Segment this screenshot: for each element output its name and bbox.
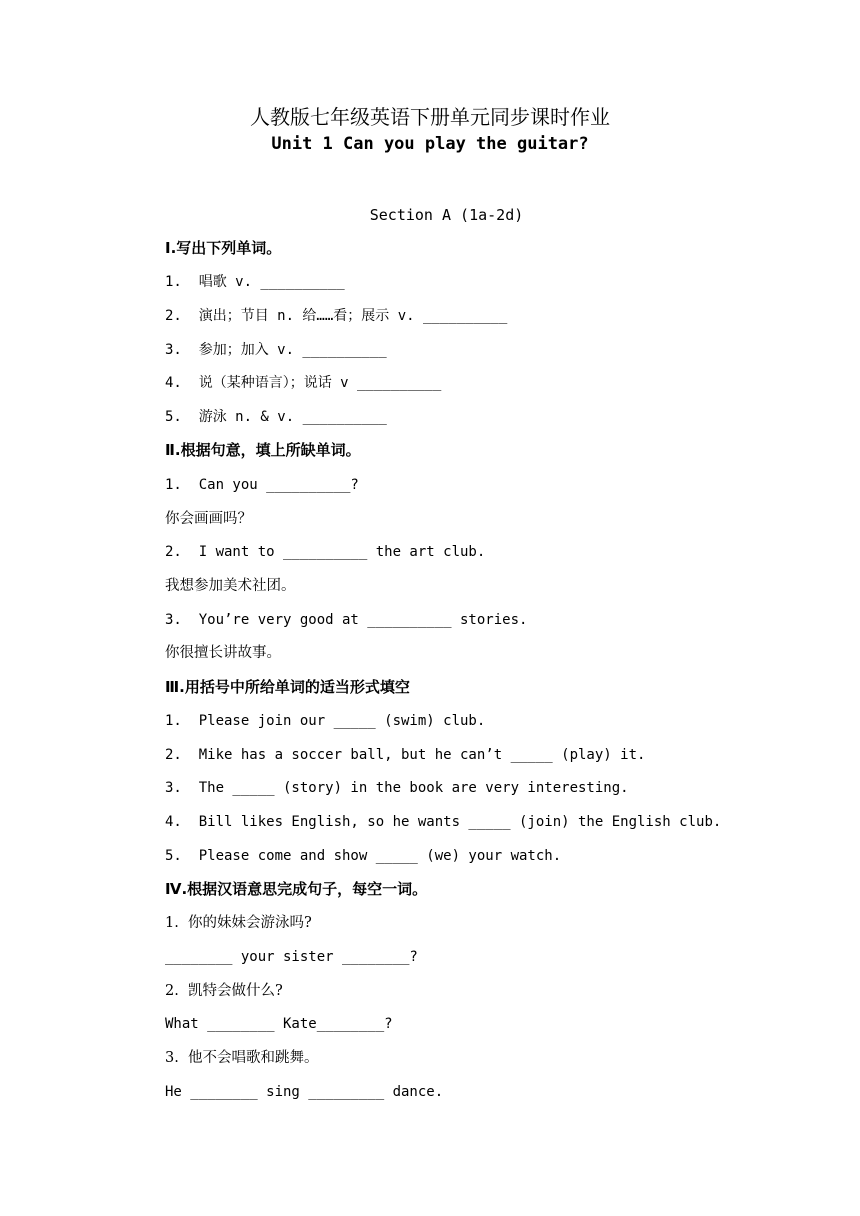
- part4-item-2: 2. 凯特会做什么?: [165, 983, 283, 999]
- part2-translation-2: 我想参加美术社团。: [165, 578, 296, 594]
- part3-item-1: 1. Please join our _____ (swim) club.: [165, 713, 486, 729]
- part3-heading: Ⅲ.用括号中所给单词的适当形式填空: [165, 678, 410, 696]
- part4-answer-3: He ________ sing _________ dance.: [165, 1084, 444, 1100]
- part4-item-3: 3. 他不会唱歌和跳舞。: [165, 1050, 319, 1066]
- unit-title: Unit 1 Can you play the guitar?: [271, 134, 589, 154]
- part3-item-2: 2. Mike has a soccer ball, but he can’t _____ (play) it.: [165, 747, 646, 763]
- part2-item-3: 3. You’re very good at __________ stories.: [165, 612, 528, 628]
- part1-heading: Ⅰ.写出下列单词。: [165, 239, 282, 257]
- section-title: Section A (1a-2d): [369, 206, 524, 224]
- part3-item-4: 4. Bill likes English, so he wants _____ (join) the English club.: [165, 814, 722, 830]
- part3-item-3: 3. The _____ (story) in the book are very interesting.: [165, 780, 629, 796]
- worksheet-title: 人教版七年级英语下册单元同步课时作业: [250, 105, 610, 129]
- part3-item-5: 5. Please come and show _____ (we) your watch.: [165, 848, 562, 864]
- part2-item-1: 1. Can you __________?: [165, 477, 359, 493]
- part1-item-4: 4. 说（某种语言）；说话 v __________: [165, 375, 442, 391]
- part2-translation-3: 你很擅长讲故事。: [165, 645, 281, 661]
- part4-item-1: 1. 你的妹妹会游泳吗?: [165, 915, 312, 931]
- part2-item-2: 2. I want to __________ the art club.: [165, 544, 486, 560]
- part2-translation-1: 你会画画吗？: [165, 511, 252, 527]
- part1-item-5: 5. 游泳 n. & v. __________: [165, 409, 387, 425]
- part4-heading: Ⅳ.根据汉语意思完成句子，每空一词。: [165, 880, 428, 898]
- part4-answer-1: ________ your sister ________?: [165, 949, 418, 965]
- part1-item-1: 1. 唱歌 v. __________: [165, 274, 345, 290]
- part1-item-3: 3. 参加；加入 v. __________: [165, 342, 387, 358]
- part4-answer-2: What ________ Kate________?: [165, 1016, 393, 1032]
- part1-item-2: 2. 演出；节目 n. 给……看；展示 v. __________: [165, 308, 508, 324]
- part2-heading: Ⅱ.根据句意，填上所缺单词。: [165, 441, 361, 459]
